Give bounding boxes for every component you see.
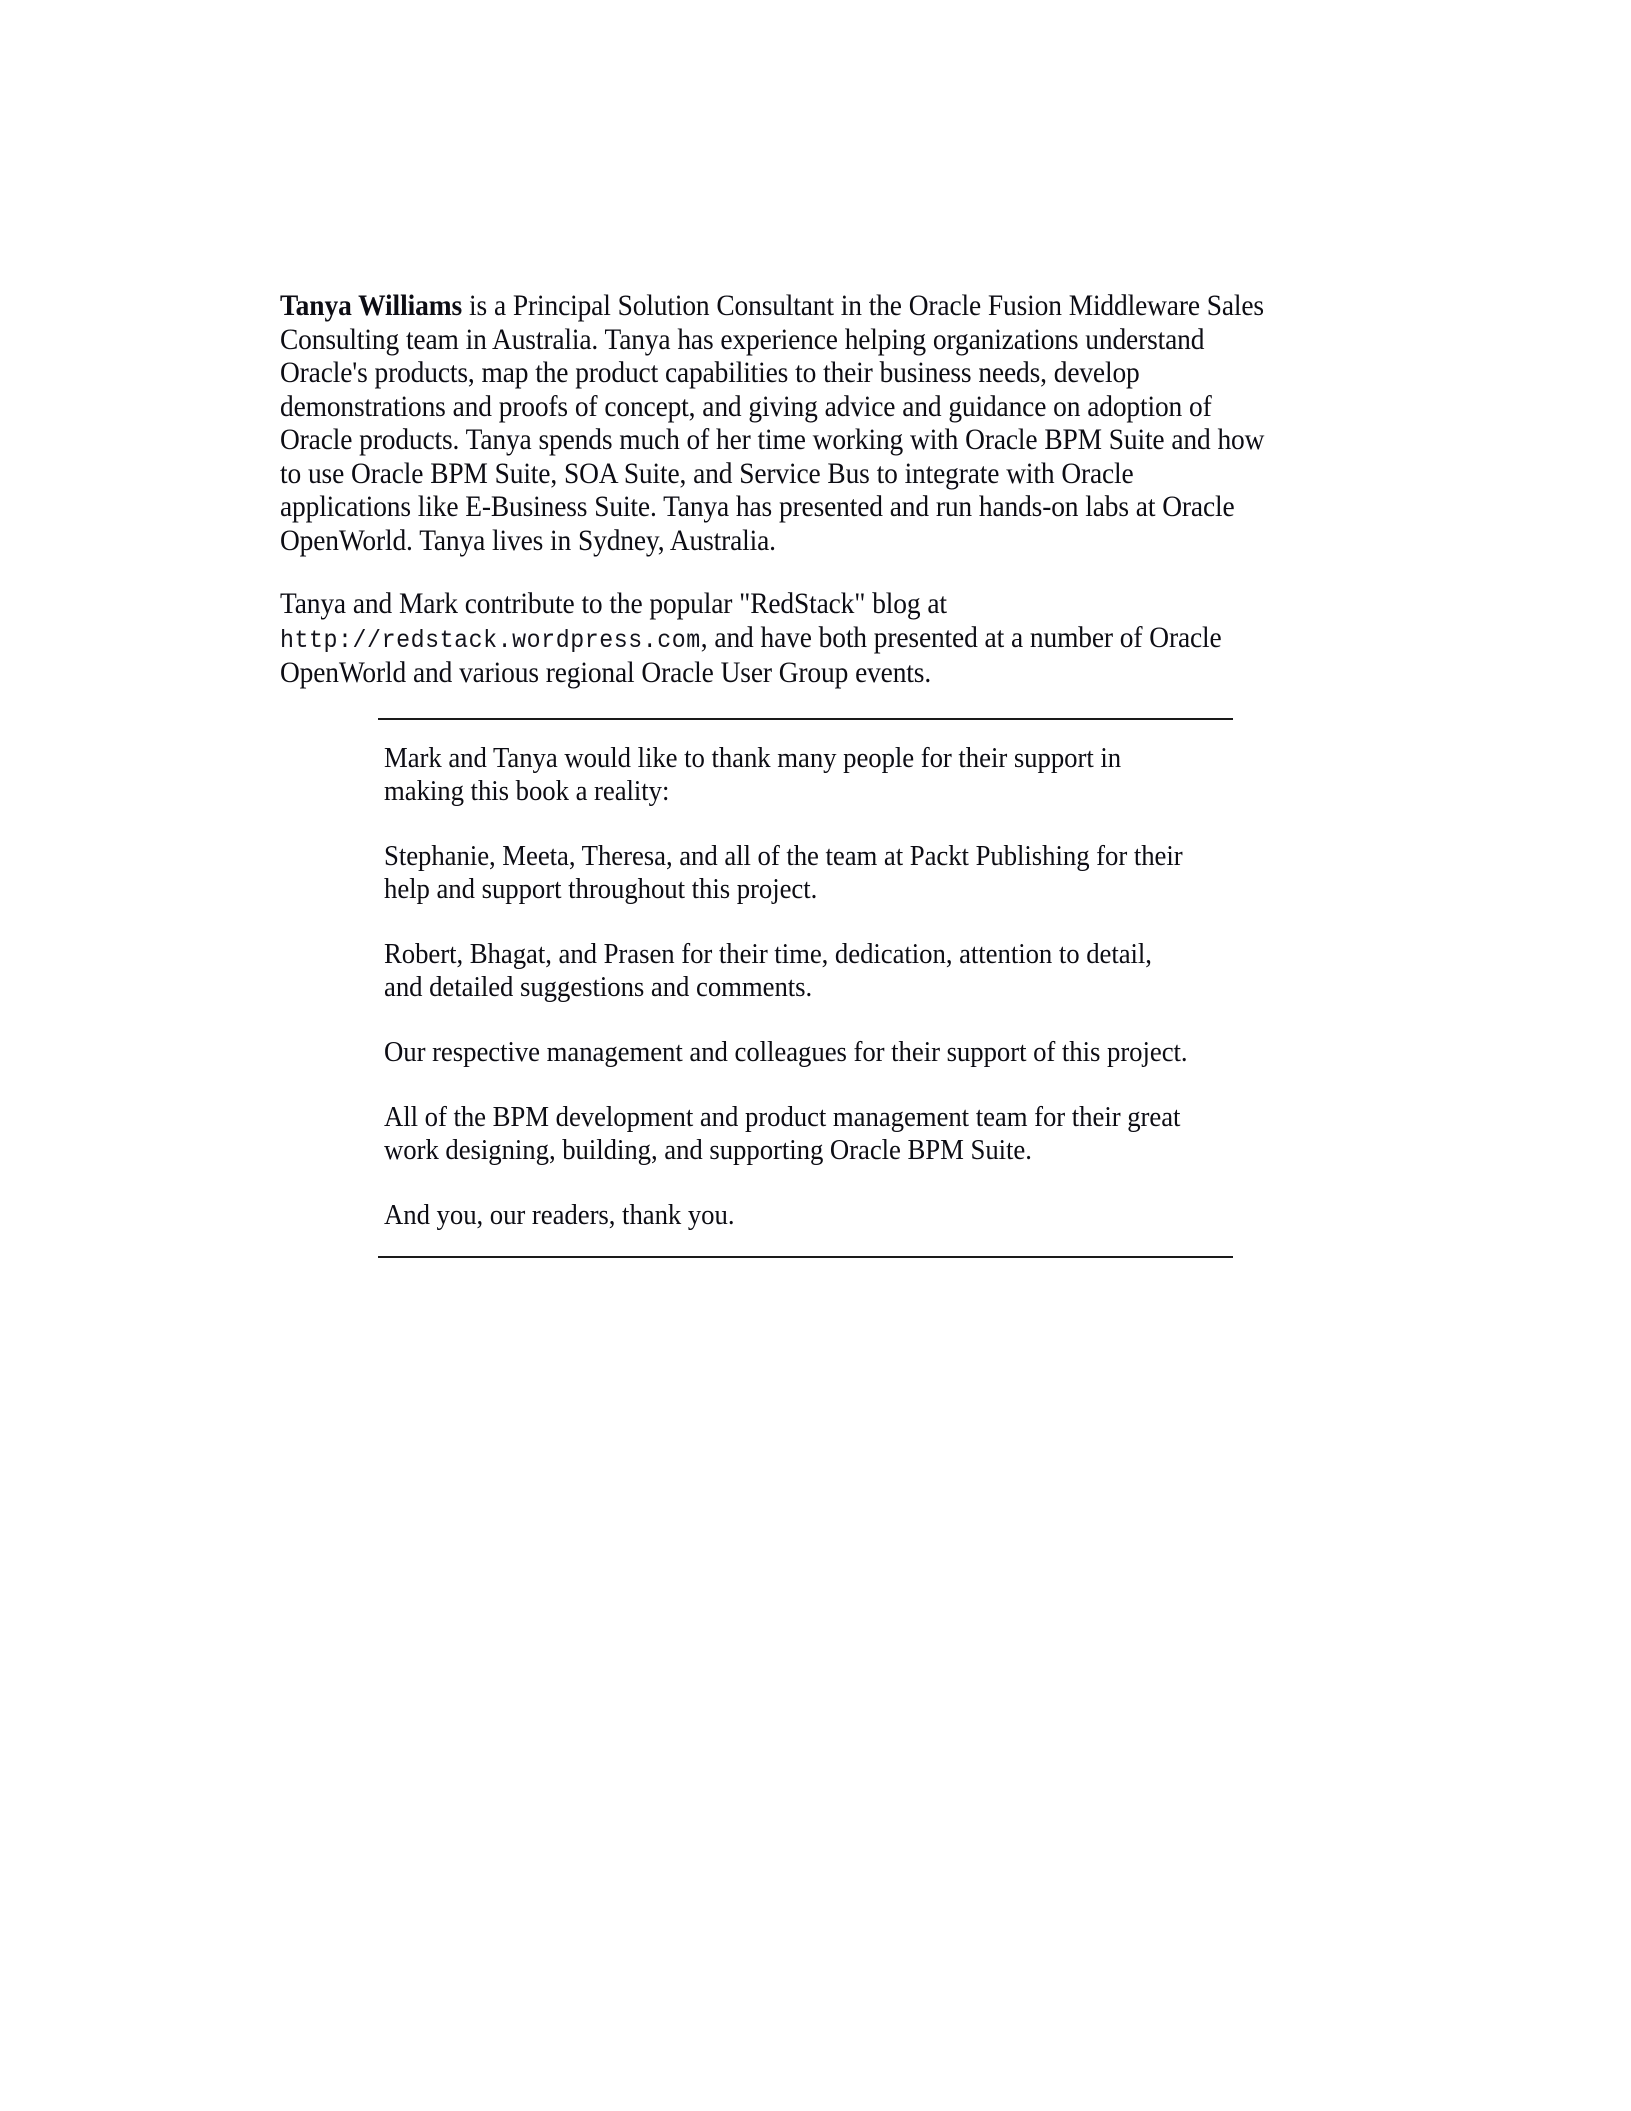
blog-text-before-url: Tanya and Mark contribute to the popular "RedStack" blog at: [280, 588, 947, 620]
author-bio-text: is a Principal Solution Consultant in the Oracle Fusion Middleware Sales Consulting team in Australia. Tanya has experience helping organizations understand Oracle's products, map the product capabilities to their business needs, develop demonstrations and proofs of concept, and giving advice and guidance on adoption of Oracle products. Tanya spends much of her time working with Oracle BPM Suite and how to use Oracle BPM Suite, SOA Suite, and Service Bus to integrate with Oracle applications like E-Business Suite. Tanya has presented and run hands-on labs at Oracle OpenWorld. Tanya lives in Sydney, Australia.: [280, 290, 1265, 557]
acknowledgement-paragraph: Robert, Bhagat, and Prasen for their time, dedication, attention to detail, and detailed suggestions and comments.: [384, 939, 1152, 1003]
author-bio-paragraph: [280, 290, 1266, 558]
acknowledgement-paragraph: Our respective management and colleagues for their support of this project.: [384, 1037, 1188, 1068]
acknowledgement-paragraph: Stephanie, Meeta, Theresa, and all of the team at Packt Publishing for their help and support throughout this project.: [384, 841, 1183, 905]
acknowledgement-paragraph: All of the BPM development and product management team for their great work designing, building, and supporting Oracle BPM Suite.: [384, 1102, 1181, 1166]
bio-text-column: [280, 290, 1340, 721]
acknowledgements-block: [378, 718, 1233, 1258]
blog-paragraph: [280, 588, 1266, 691]
acknowledgements-list: [378, 742, 1233, 1232]
author-name: Tanya Williams: [280, 290, 463, 322]
acknowledgement-paragraph: And you, our readers, thank you.: [384, 1200, 735, 1231]
acknowledgement-paragraph: Mark and Tanya would like to thank many people for their support in making this book a reality:: [384, 743, 1122, 807]
redstack-blog-url[interactable]: http://redstack.wordpress.com: [280, 625, 701, 655]
blog-text-after-url: , and have both presented at a number of Oracle OpenWorld and various regional Oracle User Group events.: [280, 621, 1222, 689]
